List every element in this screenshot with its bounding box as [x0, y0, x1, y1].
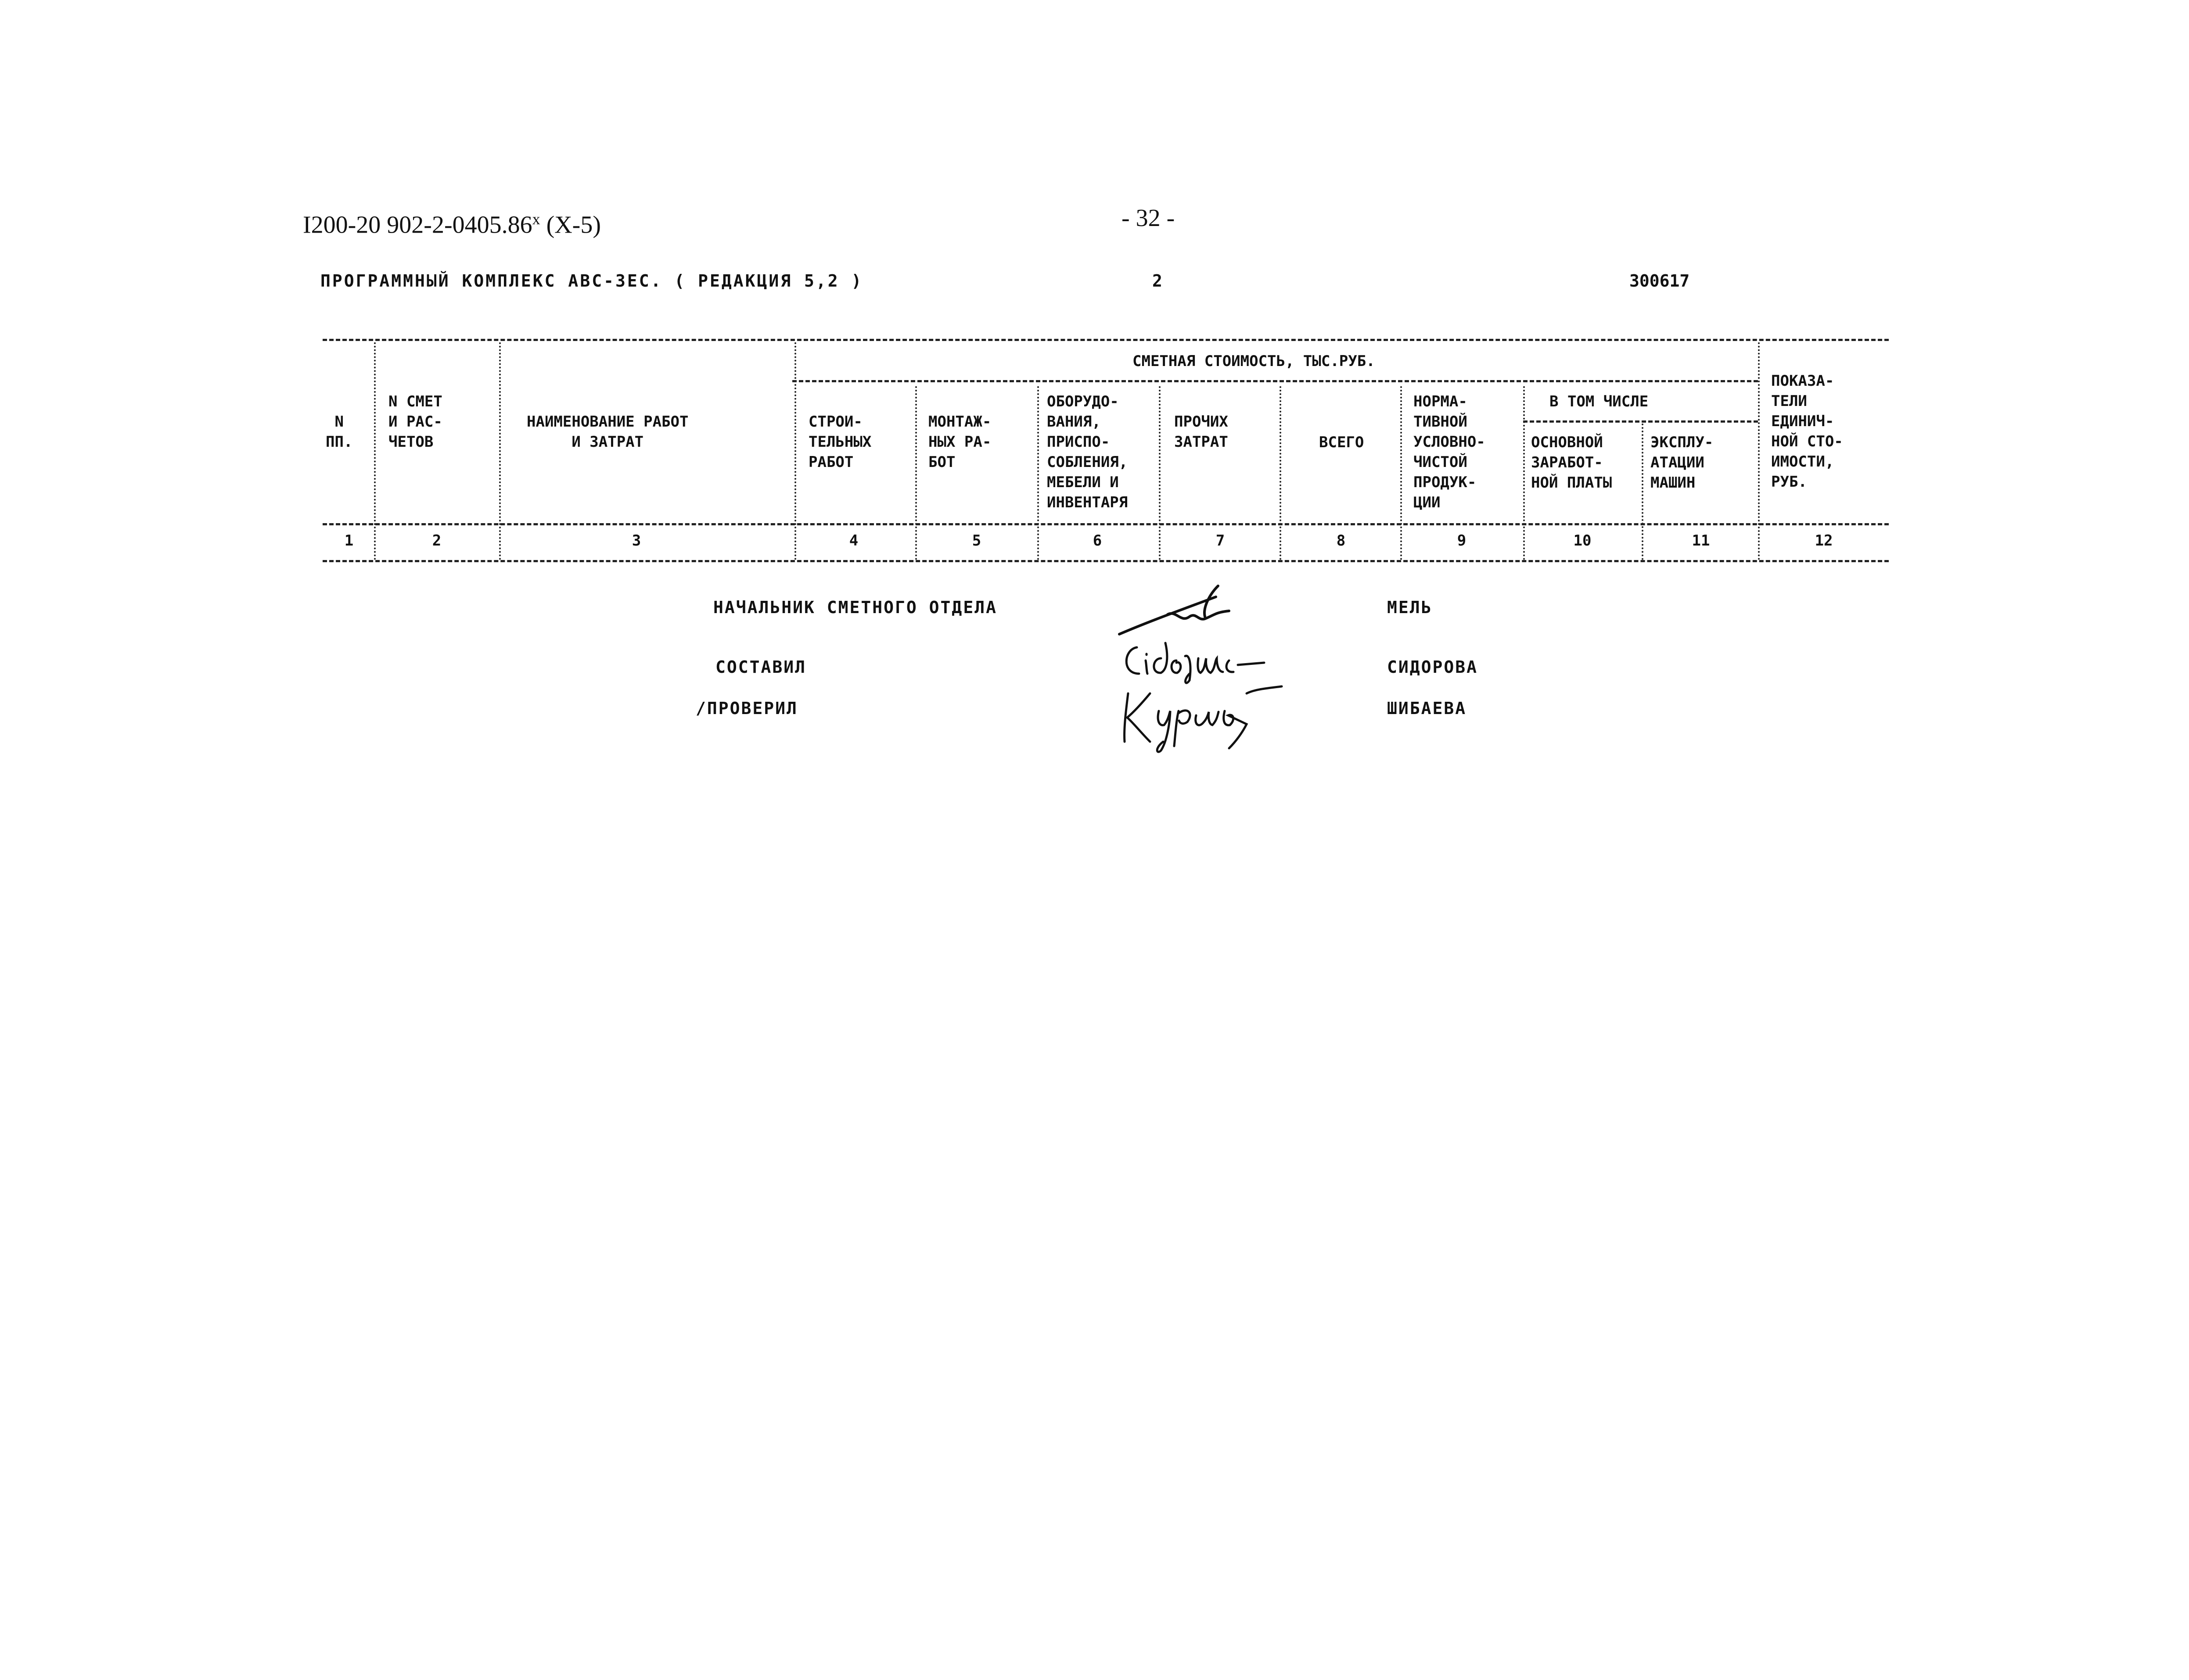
signature-role-checked: /ПРОВЕРИЛ	[696, 699, 798, 718]
column-number: 6	[1093, 532, 1102, 549]
column-separator	[1400, 386, 1402, 560]
column-separator	[794, 342, 796, 560]
column-number: 3	[632, 532, 641, 549]
column-number: 11	[1692, 532, 1710, 549]
column-number: 10	[1573, 532, 1592, 549]
column-header-unit-cost: ПОКАЗА- ТЕЛИ ЕДИНИЧ- НОЙ СТО- ИМОСТИ, РУБ.	[1771, 372, 1843, 491]
column-number: 4	[849, 532, 859, 549]
column-separator	[1758, 342, 1760, 560]
document-code-suffix: (X-5)	[540, 211, 601, 239]
column-number: 9	[1457, 532, 1467, 549]
program-line: ПРОГРАММНЫЙ КОМПЛЕКС АВС-3ЕС. ( РЕДАКЦИЯ 5,2 )	[320, 271, 863, 291]
group-header-estimate-cost: СМЕТНАЯ СТОИМОСТЬ, ТЫС.РУБ.	[1132, 352, 1375, 370]
document-code	[303, 210, 601, 239]
column-number: 1	[344, 532, 354, 549]
column-header-construction: СТРОИ- ТЕЛЬНЫХ РАБОТ	[809, 413, 872, 471]
document-code-superscript: x	[532, 210, 540, 228]
column-number: 7	[1215, 532, 1225, 549]
column-header-other-costs: ПРОЧИХ ЗАТРАТ	[1174, 413, 1228, 451]
column-header-equipment: ОБОРУДО- ВАНИЯ, ПРИСПО- СОБЛЕНИЯ, МЕБЕЛИ И ИНВЕНТАРЯ	[1047, 393, 1128, 511]
header-bottom-rule	[323, 523, 1889, 525]
signature-name-chief: МЕЛЬ	[1387, 598, 1433, 617]
column-number: 5	[972, 532, 981, 549]
signature-name-checked: ШИБАЕВА	[1387, 699, 1467, 718]
column-separator	[374, 342, 376, 560]
page-number: - 32 -	[1121, 205, 1175, 232]
column-separator	[1280, 386, 1281, 560]
column-header-total: ВСЕГО	[1319, 434, 1364, 451]
column-header-estimate-no: N СМЕТ И РАС- ЧЕТОВ	[388, 393, 442, 451]
column-separator	[1523, 386, 1525, 560]
handwritten-signature-checked	[1115, 676, 1290, 759]
column-header-base-wages: ОСНОВНОЙ ЗАРАБОТ- НОЙ ПЛАТЫ	[1531, 434, 1612, 492]
column-header-item-no: N ПП.	[326, 413, 353, 451]
signature-name-compiled: СИДОРОВА	[1387, 657, 1478, 677]
subgroup-header-rule	[1523, 420, 1758, 423]
column-separator	[1159, 386, 1161, 560]
signature-role-compiled: СОСТАВИЛ	[715, 657, 807, 677]
column-separator	[1037, 386, 1039, 560]
subgroup-header-including: В ТОМ ЧИСЛЕ	[1549, 393, 1649, 410]
column-separator	[915, 386, 917, 560]
column-header-net-production: НОРМА- ТИВНОЙ УСЛОВНО- ЧИСТОЙ ПРОДУК- ЦИИ	[1413, 393, 1485, 511]
document-code-main: I200-20 902-2-0405.86	[303, 211, 532, 239]
table-bottom-rule	[323, 560, 1889, 562]
column-number: 8	[1336, 532, 1346, 549]
column-number: 12	[1815, 532, 1833, 549]
signature-role-chief: НАЧАЛЬНИК СМЕТНОГО ОТДЕЛА	[713, 598, 997, 617]
column-number: 2	[432, 532, 442, 549]
column-header-machine-operation: ЭКСПЛУ- АТАЦИИ МАШИН	[1650, 434, 1714, 492]
table-top-rule	[323, 339, 1889, 341]
column-separator	[499, 342, 501, 560]
sheet-number: 2	[1152, 271, 1162, 291]
handwritten-signature-chief	[1115, 584, 1264, 641]
column-header-installation: МОНТАЖ- НЫХ РА- БОТ	[928, 413, 992, 471]
document-number: 300617	[1629, 271, 1690, 291]
column-header-work-name: НАИМЕНОВАНИЕ РАБОТ И ЗАТРАТ	[527, 413, 689, 451]
column-separator	[1642, 424, 1643, 560]
group-header-rule	[792, 380, 1758, 382]
